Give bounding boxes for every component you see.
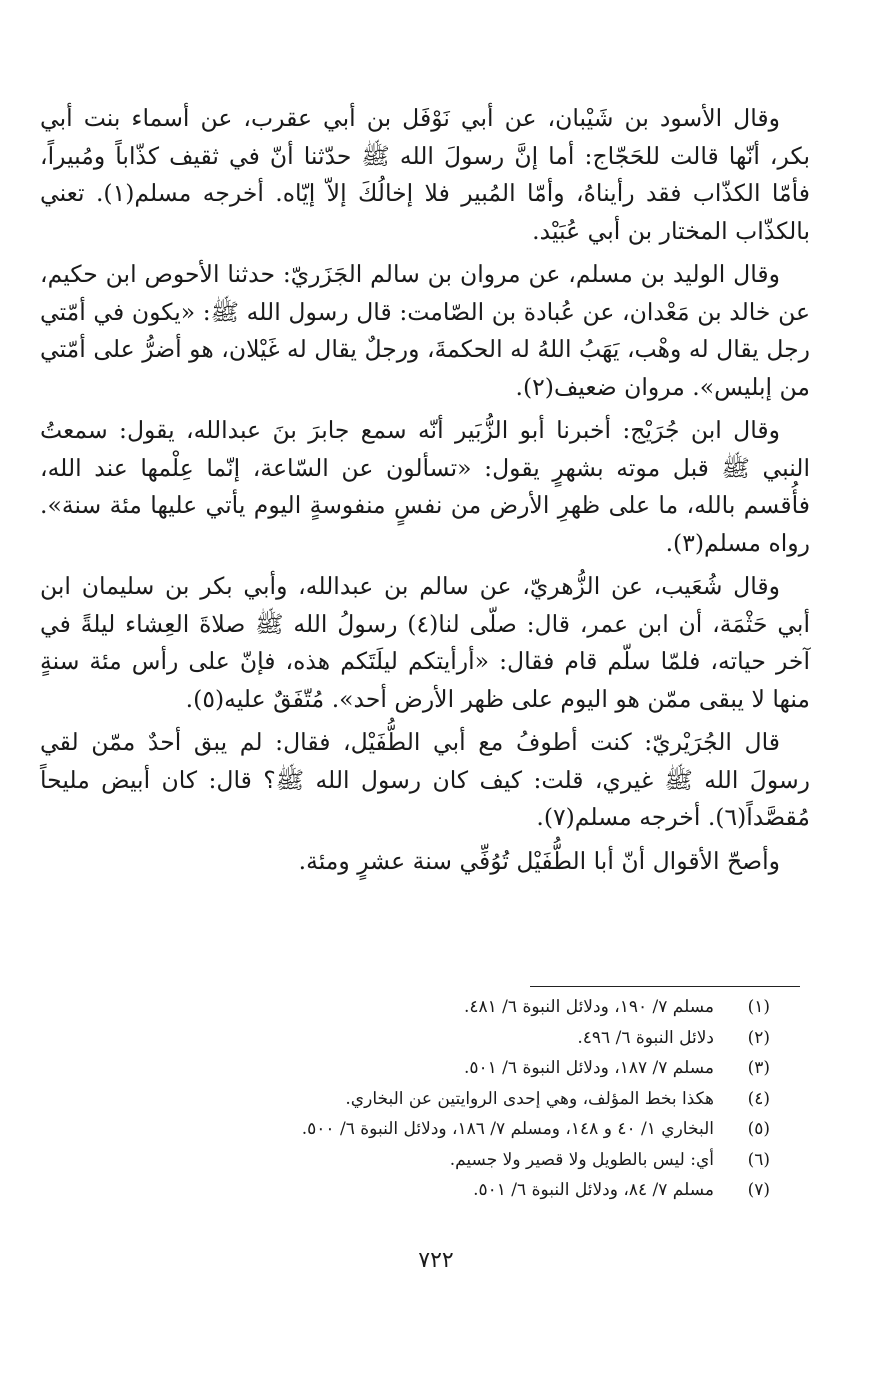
footnote-text: هكذا بخط المؤلف، وهي إحدى الروايتين عن البخاري. (345, 1088, 714, 1109)
footnote-number: (٤) (747, 1088, 770, 1109)
footnote-text: مسلم ٧/ ٨٤، ودلائل النبوة ٦/ ٥٠١. (473, 1180, 714, 1200)
footnote-number: (٣) (747, 1058, 770, 1078)
paragraph-3: وقال ابن جُرَيْج: أخبرنا أبو الزُّبَير أنّه سمع جابرَ بنَ عبدالله، يقول: سمعتُ النبي ﷺ قبل موته بشهرٍ يقول: «تسألون عن السّاعة، إنّما عِلْمها عند الله، فأُقسم بالله، ما على ظهرِ الأرض من نفسٍ منفوسةٍ اليوم يأتي عليها مئة سنة». رواه مسلم(٣). (40, 416, 810, 557)
paragraph-6: وأصحّ الأقوال أنّ أبا الطُّفَيْل تُوُفِّي سنة عشرٍ ومئة. (298, 846, 780, 875)
paragraph-1: وقال الأسود بن شَيْبان، عن أبي نَوْفَل بن أبي عقرب، عن أسماء بنت أبي بكر، أنّها قالت للحَجّاج: أما إنَّ رسولَ الله ﷺ حدّثنا أنّ في ثقيف كذّاباً ومُبيراً، فأمّا الكذّاب فقد رأيناهُ، وأمّا المُبير فلا إخالُكَ إلاّ إيّاه. أخرجه مسلم(١). تعني بالكذّاب المختار بن أبي عُبَيْد. (40, 104, 810, 245)
footnote-divider (530, 986, 800, 987)
main-text (40, 100, 810, 886)
footnote-text: مسلم ٧/ ١٩٠، ودلائل النبوة ٦/ ٤٨١. (463, 997, 714, 1017)
footnotes (100, 992, 770, 1206)
footnote-item (100, 1053, 770, 1084)
footnote-item (100, 992, 770, 1023)
footnote-number: (٥) (747, 1119, 770, 1139)
footnote-item (100, 1114, 770, 1145)
footnote-text: دلائل النبوة ٦/ ٤٩٦. (577, 1027, 714, 1048)
paragraph-5: قال الجُرَيْريّ: كنت أطوفُ مع أبي الطُّفَيْل، فقال: لم يبق أحدٌ ممّن لقي رسولَ الله ﷺ غيري، قلت: كيف كان رسول الله ﷺ؟ قال: كان أبيض مليحاً مُقصَّداً(٦). أخرجه مسلم(٧). (40, 728, 810, 831)
footnote-number: (٧) (747, 1180, 770, 1200)
footnote-number: (١) (747, 997, 770, 1017)
footnote-item (100, 1023, 770, 1054)
footnote-item (100, 1175, 770, 1206)
footnote-item (100, 1145, 770, 1176)
paragraph-2: وقال الوليد بن مسلم، عن مروان بن سالم الجَزَريّ: حدثنا الأحوص ابن حكيم، عن خالد بن مَعْدان، عن عُبادة بن الصّامت: قال رسول الله ﷺ: «يكون في أمّتي رجل يقال له وهْب، يَهَبُ اللهُ له الحكمةَ، ورجلٌ يقال له غَيْلان، هو أضرُّ على أمّتي من إبليس». مروان ضعيف(٢). (40, 260, 810, 401)
footnote-number: (٢) (747, 1027, 770, 1048)
footnote-text: مسلم ٧/ ١٨٧، ودلائل النبوة ٦/ ٥٠١. (463, 1058, 714, 1078)
footnote-number: (٦) (747, 1149, 770, 1170)
footnote-text: البخاري ١/ ٤٠ و ١٤٨، ومسلم ٧/ ١٨٦، ودلائل النبوة ٦/ ٥٠٠. (301, 1119, 714, 1139)
footnote-item (100, 1084, 770, 1115)
footnote-text: أي: ليس بالطويل ولا قصير ولا جسيم. (449, 1149, 714, 1170)
page-number: ٧٢٢ (418, 1248, 454, 1273)
paragraph-4: وقال شُعَيب، عن الزُّهريّ، عن سالم بن عبدالله، وأبي بكر بن سليمان ابن أبي حَثْمَة، أن ابن عمر، قال: صلّى لنا(٤) رسولُ الله ﷺ صلاةَ العِشاء ليلةً في آخر حياته، فلمّا سلّم قام فقال: «أرأيتكم ليلَتَكم هذه، فإنّ على رأس مئة سنةٍ منها لا يبقى ممّن هو اليوم على ظهر الأرض أحد». مُتّفَقٌ عليه(٥). (40, 572, 811, 713)
